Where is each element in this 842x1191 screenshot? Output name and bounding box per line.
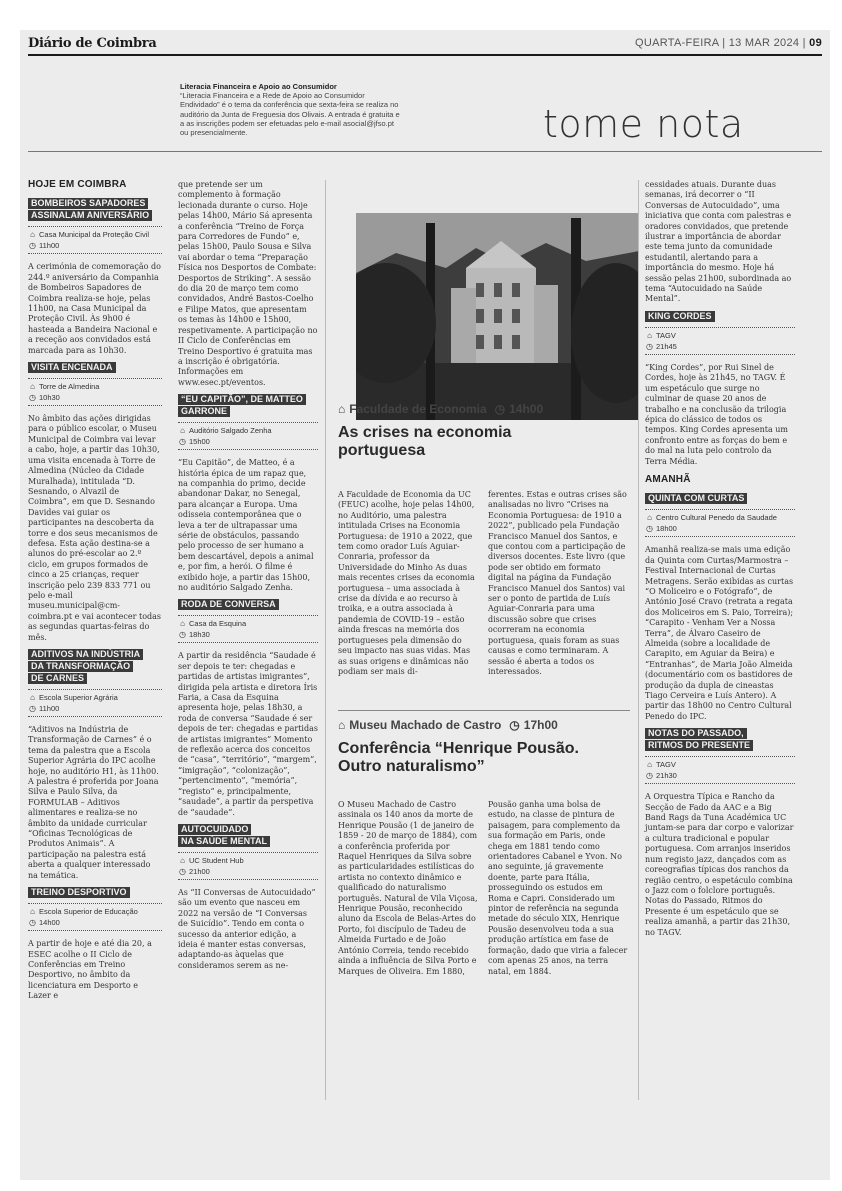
intro-text: “Literacia Financeira e a Rede de Apoio ao Consumidor Endividado” é o tema da conferência que sexta-feira se realiza no auditório da Junta de Freguesia dos Olivais. A entrada é gratuita e a as inscrições podem ser efetuadas pelo e-mail asocial@jfso.pt ou presencialmente. <box>180 91 400 138</box>
event-place: Auditório Salgado Zenha <box>189 426 272 436</box>
event-place: Casa Municipal da Proteção Civil <box>39 230 150 240</box>
event-item <box>28 887 162 1001</box>
event-item <box>645 493 795 722</box>
event-time-row <box>28 392 162 403</box>
column-2 <box>178 180 318 976</box>
home-icon: ⌂ <box>30 382 35 392</box>
event-text: “King Cordes”, por Rui Sinel de Cordes, hoje às 21h45, no TAGV. É um espetáculo que surge no culminar de quase 20 anos de trabalho e na conclusão da trilogia épica do clássico de todos os tempos. King Cordes apresenta um confronto entre as forças do bem e do mal na luta pelo controlo da Terra Média. <box>645 362 788 466</box>
clock-icon: ◷ <box>29 393 36 403</box>
event-item <box>28 198 162 356</box>
column-divider <box>638 180 639 1100</box>
clock-icon: ◷ <box>29 241 36 251</box>
clock-icon: ◷ <box>29 918 36 928</box>
event-text: A partir da residência “Saudade é ser depois te ter: chegadas e partidas de artistas imigrantes”, dirigida pela artista e diretora Íris Faria, a Casa da Esquina apresenta hoje, pelas 18h30, a roda de conversa “Saudade é ser depois de ter: chegadas e partidas de artistas imigrantes” Momento de reflexão acerca dos conceitos de “casa”, “território”, “margem”, “imigração”, “colonização”, “pertencimento”, “memória”, “registo” e, principalmente, “saudade”, a partir da perspetiva de “saudade”. <box>178 651 318 817</box>
issue-day: QUARTA-FEIRA <box>634 37 719 49</box>
event-tag: “EU CAPITÃO”, DE MATTEO <box>178 394 306 405</box>
feature-kicker <box>338 402 638 416</box>
newspaper-page <box>20 30 830 1180</box>
issue-date: 13 MAR 2024 <box>728 37 800 49</box>
event-tag: RODA DE CONVERSA <box>178 599 279 610</box>
event-tag: DE CARNES <box>28 673 87 684</box>
event-place-row <box>28 692 162 703</box>
feature-divider <box>338 710 630 711</box>
event-time: 21h30 <box>656 771 677 781</box>
home-icon: ⌂ <box>30 693 35 702</box>
home-icon: ⌂ <box>30 907 35 917</box>
event-place: TAGV <box>656 760 676 770</box>
event-time: 21h45 <box>656 341 677 351</box>
event-meta <box>178 615 318 643</box>
event-text: No âmbito das ações dirigidas para o público escolar, o Museu Municipal de Coimbra vai levar a cabo, hoje, a partir das 10h30, uma visita encenada à Torre de Almedina (Núcleo da Cidade Muralhada), intitulada “D. Sesnando, o Alvazil de Coimbra”, em que D. Sesnando Davides vai guiar os participantes na descoberta da torre e dos seus mecanismos de defesa. Esta ação destina-se a alunos do pré-escolar ao 2.º ciclo, em grupos formados de cinco a 25 crianças, requer inscrição pelo 239 833 771 ou pelo e-mail museu.municipal@cm-coimbra.pt e vai acontecer todas as segundas quartas-feiras do mês. <box>28 414 162 642</box>
clock-icon: ◷ <box>646 771 653 781</box>
event-time-row <box>178 629 318 640</box>
event-tag: BOMBEIROS SAPADORES <box>28 198 148 209</box>
event-place: TAGV <box>656 330 676 340</box>
column-4 <box>645 180 795 943</box>
banner-rule <box>28 151 822 152</box>
home-icon: ⌂ <box>30 230 35 240</box>
event-item <box>178 824 318 971</box>
event-time: 10h30 <box>39 393 60 403</box>
event-place-row <box>28 906 162 917</box>
page-number: 09 <box>809 37 822 49</box>
feature-economia-text-left: A Faculdade de Economia da UC (FEUC) acolhe, hoje pelas 14h00, no Auditório, uma palestra intitulada Crises na Economia Portuguesa: de 1910 a 2022, que tem como orador Luís Aguiar-Conraria, professor da Universidade do Minho As duas mais recentes crises da economia portuguesa – uma associada à crise da dívida e ao recurso à troika, e a outra associada à pandemia de COVID-19 – estão ainda frescas na memória dos portugueses pela dimensão do seu impacto nas suas vidas. Mas as suas origens e dinâmicas não podiam ser mais di- <box>338 490 475 676</box>
event-tag: KING CORDES <box>645 311 715 322</box>
clock-icon: ◷ <box>179 630 186 640</box>
feature-economia-text-right: ferentes. Estas e outras crises são analisadas no livro “Crises na Economia Portuguesa: de 1910 a 2022”, publicado pela Fundação Francisco Manuel dos Santos, e que contou com a participação de diversos docentes. Este livro (que pode ser obtido em formato digital na página da Fundação Francisco Manuel dos Santos) vai ser o ponto de partida de Luís Aguiar-Conraria para uma discussão sobre que crises ocorreram na economia portuguesa, quais foram as suas causas e como terminaram. A sessão é aberta a todos os interessados. <box>488 490 627 676</box>
event-time: 15h00 <box>189 437 210 447</box>
feature-museu-head <box>338 718 638 776</box>
column-2-lead: que pretende ser um complemento à formação lecionada durante o curso. Hoje pelas 14h00, Mário Sá apresenta a conferência “Treino de Força para Corredores de Fundo” e, pelas 15h00, Paulo Sousa e Silva vai abordar o tema “Preparação Física nos Desportos de Combate: Desportos de Striking”. A sessão do dia 20 de março tem como convidados, André Bastos-Coelho e Filipe Matos, que apresentam os temas às 14h00 e 15h00, respetivamente. A participação no II Ciclo de Conferências em Treino Desportivo é gratuita mas a inscrição é obrigatória. Informações em www.esec.pt/eventos. <box>178 180 318 387</box>
feature-place: Museu Machado de Castro <box>349 718 502 732</box>
event-place: Escola Superior Agrária <box>39 693 118 702</box>
event-time: 11h00 <box>39 241 60 251</box>
event-place-row <box>28 381 162 392</box>
event-text: A cerimónia de comemoração do 244.º aniversário da Companhia de Bombeiros Sapadores de Coimbra realiza-se hoje, pelas 11h00, na Casa Municipal da Proteção Civil. Às 9h00 é hasteada a Bandeira Nacional e a receção aos convidados está marcada para as 10h30. <box>28 262 161 355</box>
masthead <box>28 34 822 56</box>
column-4-lead: cessidades atuais. Durante duas semanas, irá decorrer o “II Conversas de Autocuidado”, uma iniciativa que conta com palestras e oradores convidados, que pretende ilustrar a importância de abordar este tema junto da comunidade estudantil, alertando para a importância do mesmo. Hoje há sessão pelas 21h00, subordinada ao tema “Autocuidado na Saúde Mental”. <box>645 180 792 304</box>
feature-kicker <box>338 718 638 732</box>
event-place-row <box>645 512 795 523</box>
clock-icon: ◷ <box>179 437 186 447</box>
event-tag: NOTAS DO PASSADO, <box>645 728 747 739</box>
intro-heading: Literacia Financeira e Apoio ao Consumidor <box>180 82 337 91</box>
event-text: “Aditivos na Indústria de Transformação de Carnes” é o tema da palestra que a Escola Superior Agrária do IPC acolhe hoje, no auditório H1, às 11h00. A palestra é proferida por Joana Silva e Paulo Silva, da FORMULAB – Aditivos alimentares e realiza-se no âmbito da unidade curricular “Oficinas Tecnológicas de Produtos Animais”. A participação na palestra está aberta a qualquer interessado na temática. <box>28 725 159 880</box>
event-tag: QUINTA COM CURTAS <box>645 493 747 504</box>
event-place: UC Student Hub <box>189 855 244 865</box>
section-title-amanha: AMANHÃ <box>645 473 691 485</box>
masthead-rule <box>28 54 822 56</box>
event-text: Amanhã realiza-se mais uma edição da Quinta com Curtas/Marmostra – Festival Internacional de Curtas Metragens. Serão exibidas as curtas “O Moliceiro e o Fotógrafo”, de António José Cravo (retrata a regata dos Moliceiros em S. Paio, Torreira); “Carapito - Venham Ver a Nossa Terra”, de Álvaro Caseiro de Almeida (sobre a localidade de Carapito, em Aguiar da Beira) e “Entranhas”, de Maria João Almeida (documentário com os bastidores de produção da dupla de cineastas Tiago Cerveira e Luís Antero). A partir das 18h00 no Centro Cultural Penedo do IPC. <box>645 545 794 721</box>
event-place-row <box>178 425 318 436</box>
feature-title: Conferência “Henrique Pousão. Outro naturalismo” <box>338 740 579 775</box>
event-time-row <box>28 703 162 714</box>
event-item <box>28 649 162 881</box>
event-place: Casa da Esquina <box>189 619 247 629</box>
event-meta <box>28 378 162 406</box>
event-tag: TREINO DESPORTIVO <box>28 887 130 898</box>
event-time-row <box>645 770 795 781</box>
feature-time: 14h00 <box>509 402 544 416</box>
intro-box <box>180 82 400 137</box>
event-place-row <box>178 618 318 629</box>
event-time: 21h00 <box>189 866 210 876</box>
event-place-row <box>645 759 795 770</box>
event-meta <box>28 903 162 931</box>
event-place-row <box>178 855 318 866</box>
event-place-row <box>28 229 162 240</box>
event-meta <box>645 756 795 784</box>
home-icon: ⌂ <box>338 402 346 416</box>
event-text: A Orquestra Típica e Rancho da Secção de Fado da AAC e a Big Band Rags da Tuna Académica UC juntam-se para dar corpo e valorizar a cultura tradicional e popular portuguesa. Com arranjos inseridos num registo jazz, dançados com as coreografias típicas dos ranchos da região centro, o espetáculo combina o Jazz com o folclore português. Notas do Passado, Ritmos do Presente é um espetáculo que se realiza amanhã, a partir das 21h30, no TAGV. <box>645 792 794 937</box>
home-icon: ⌂ <box>647 760 652 770</box>
event-item <box>178 394 318 593</box>
event-time-row <box>178 866 318 877</box>
palace-illustration <box>356 213 639 420</box>
feature-time: 17h00 <box>523 718 558 732</box>
event-time-row <box>645 523 795 534</box>
event-text: As “II Conversas de Autocuidado” são um evento que nasceu em 2022 na versão de “I Conversas de Suicídio”. Tendo em conta o sucesso da anterior edição, a ideia é manter estas conversas, adaptando-as àquelas que consideramos serem as ne- <box>178 887 316 970</box>
event-item <box>645 728 795 938</box>
issue-info: QUARTA-FEIRA | 13 MAR 2024 | 09 <box>634 37 822 49</box>
home-icon: ⌂ <box>647 330 652 340</box>
feature-title: As crises na economia portuguesa <box>338 424 512 459</box>
event-item <box>28 362 162 643</box>
event-tag: AUTOCUIDADO <box>178 824 251 835</box>
column-divider <box>325 180 326 1100</box>
event-time-row <box>178 436 318 447</box>
feature-economia-head <box>338 402 638 460</box>
event-time: 18h30 <box>189 630 210 640</box>
event-meta <box>645 509 795 537</box>
event-tag: ASSINALAM ANIVERSÁRIO <box>28 210 152 221</box>
event-place: Torre de Almedina <box>39 382 100 392</box>
section-banner: tome nota <box>543 102 744 146</box>
event-text: A partir de hoje e até dia 20, a ESEC acolhe o II Ciclo de Conferências em Treino Desportivo, no âmbito da licenciatura em Desporto e Lazer e <box>28 939 152 1001</box>
event-tag: DA TRANSFORMAÇÃO <box>28 661 133 672</box>
clock-icon: ◷ <box>646 341 653 351</box>
event-time-row <box>645 341 795 352</box>
event-meta <box>645 327 795 355</box>
clock-icon: ◷ <box>179 866 186 876</box>
clock-icon: ◷ <box>29 704 36 713</box>
event-place-row <box>645 330 795 341</box>
home-icon: ⌂ <box>180 855 185 865</box>
home-icon: ⌂ <box>647 513 652 523</box>
event-time-row <box>28 917 162 928</box>
event-time: 11h00 <box>39 704 60 713</box>
home-icon: ⌂ <box>180 426 185 436</box>
paper-name: Diário de Coimbra <box>28 36 157 51</box>
event-item <box>645 311 795 467</box>
building-photo <box>356 213 639 420</box>
event-meta <box>178 852 318 880</box>
event-time-row <box>28 240 162 251</box>
event-tag: GARRONE <box>178 406 230 417</box>
section-title: HOJE EM COIMBRA <box>28 179 127 190</box>
feature-museu-text-left: O Museu Machado de Castro assinala os 140 anos da morte de Henrique Pousão (1 de janeiro de 1859 - 20 de março de 1884), com a conferência proferida por Raquel Henriques da Silva sobre as particularidades estilísticas do artista no contexto dinâmico e qualificado do naturalismo português. Natural de Vila Viçosa, Henrique Pousão, reconhecido aluno da Escola de Belas-Artes do Porto, foi discípulo de Tadeu de Almeida Furtado e de João António Correia, tendo recebido ainda a influência de Silva Porto e Marques de Oliveira. Em 1880, <box>338 800 478 976</box>
event-meta <box>28 226 162 254</box>
clock-icon: ◷ <box>646 524 653 534</box>
home-icon: ⌂ <box>338 718 346 732</box>
column-hoje-em-coimbra <box>28 180 162 1007</box>
event-meta <box>28 689 162 717</box>
feature-museu-text-right: Pousão ganha uma bolsa de estudo, na classe de pintura de paisagem, para complemento da sua formação em Paris, onde chega em 1881 tendo como orientadores Cabanel e Yvon. No ano seguinte, já gravemente doente, parte para Itália, prosseguindo os estudos em Roma e Capri. Considerado um pintor de referência na segunda metade do século XIX, Henrique Pousão desenvolveu toda a sua produção artística em fase de formação, dado que viria a falecer com apenas 25 anos, na terra natal, em 1884. <box>488 800 628 976</box>
event-item <box>178 599 318 818</box>
event-place: Centro Cultural Penedo da Saudade <box>656 513 777 523</box>
home-icon: ⌂ <box>180 619 185 629</box>
event-place: Escola Superior de Educação <box>39 907 138 917</box>
event-tag: RITMOS DO PRESENTE <box>645 740 753 751</box>
clock-icon: ◷ <box>494 402 506 416</box>
event-time: 18h00 <box>656 524 677 534</box>
clock-icon: ◷ <box>509 718 520 732</box>
event-tag: NA SAÚDE MENTAL <box>178 836 270 847</box>
event-tag: ADITIVOS NA INDÚSTRIA <box>28 649 143 660</box>
event-meta <box>178 422 318 450</box>
event-tag: VISITA ENCENADA <box>28 362 116 373</box>
feature-place: Faculdade de Economia <box>349 402 487 416</box>
event-time: 14h00 <box>39 918 60 928</box>
event-text: “Eu Capitão”, de Matteo, é a história épica de um rapaz que, na companhia do primo, decide abandonar Dakar, no Senegal, para alcançar a Europa. Uma odisseia contemporânea que o leva a ter de ultrapassar uma série de obstáculos, passando pelo processo de ser humano a bem descartável, depois a animal e, por fim, a herói. O filme é exibido hoje, a partir das 15h00, no auditório Salgado Zenha. <box>178 458 314 592</box>
